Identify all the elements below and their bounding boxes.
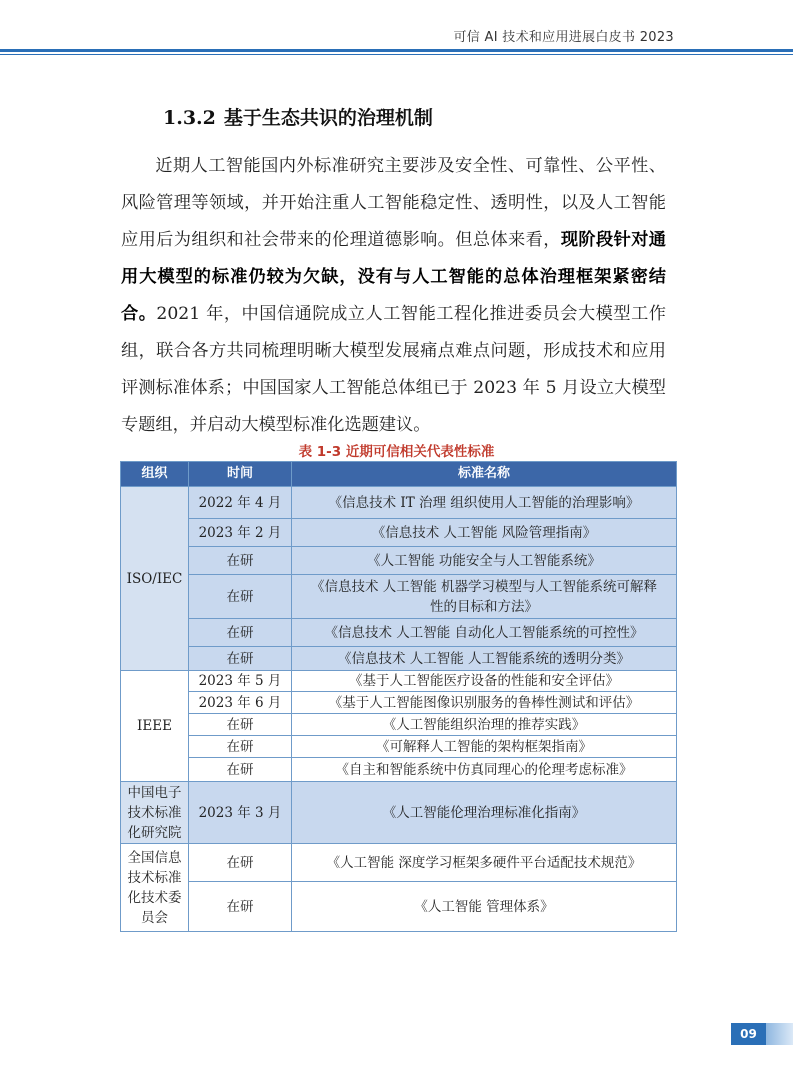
table-row bbox=[121, 547, 677, 575]
running-header-title: 可信 AI 技术和应用进展白皮书 2023 bbox=[453, 30, 674, 45]
time-cell: 在研 bbox=[189, 758, 292, 782]
section-heading bbox=[163, 103, 433, 130]
table-row bbox=[121, 619, 677, 647]
name-cell: 《自主和智能系统中仿真同理心的伦理考虑标准》 bbox=[292, 758, 677, 782]
name-cell: 《信息技术 IT 治理 组织使用人工智能的治理影响》 bbox=[292, 487, 677, 519]
paragraph-part-2: 2021 年，中国信通院成立人工智能工程化推进委员会大模型工作组，联合各方共同梳理明晰大模型发展痛点难点问题，形成技术和应用评测标准体系；中国国家人工智能总体组已于 2023 年 5 月设立大模型专题组，并启动大模型标准化选题建议。 bbox=[121, 304, 666, 435]
time-cell: 2023 年 6 月 bbox=[189, 692, 292, 714]
time-cell: 在研 bbox=[189, 714, 292, 736]
page-number-bar bbox=[766, 1023, 793, 1045]
header-name: 标准名称 bbox=[292, 462, 677, 487]
time-cell: 在研 bbox=[189, 619, 292, 647]
name-cell: 《人工智能 深度学习框架多硬件平台适配技术规范》 bbox=[292, 844, 677, 882]
org-cell: 全国信息技术标准化技术委员会 bbox=[121, 844, 189, 932]
name-cell: 《可解释人工智能的架构框架指南》 bbox=[292, 736, 677, 758]
name-cell: 《信息技术 人工智能 风险管理指南》 bbox=[292, 519, 677, 547]
time-cell: 在研 bbox=[189, 647, 292, 671]
table-row bbox=[121, 714, 677, 736]
standards-table bbox=[120, 461, 677, 932]
section-number: 1.3.2 bbox=[163, 107, 216, 129]
name-cell: 《基于人工智能医疗设备的性能和安全评估》 bbox=[292, 671, 677, 692]
time-cell: 在研 bbox=[189, 844, 292, 882]
org-cell: 中国电子技术标准化研究院 bbox=[121, 782, 189, 844]
table-row bbox=[121, 758, 677, 782]
org-cell: IEEE bbox=[121, 671, 189, 782]
name-cell: 《信息技术 人工智能 机器学习模型与人工智能系统可解释性的目标和方法》 bbox=[292, 575, 677, 619]
org-cell: ISO/IEC bbox=[121, 487, 189, 671]
time-cell: 2023 年 2 月 bbox=[189, 519, 292, 547]
body-paragraph bbox=[121, 148, 666, 444]
header-rule bbox=[0, 49, 793, 52]
table-row bbox=[121, 519, 677, 547]
name-cell: 《人工智能 功能安全与人工智能系统》 bbox=[292, 547, 677, 575]
paragraph-part-1: 近期人工智能国内外标准研究主要涉及安全性、可靠性、公平性、风险管理等领域，并开始注重人工智能稳定性、透明性，以及人工智能应用后为组织和社会带来的伦理道德影响。但总体来看， bbox=[121, 156, 666, 250]
time-cell: 2022 年 4 月 bbox=[189, 487, 292, 519]
table-row bbox=[121, 882, 677, 932]
table-row bbox=[121, 736, 677, 758]
table-row bbox=[121, 692, 677, 714]
page-number: 09 bbox=[731, 1023, 766, 1045]
time-cell: 在研 bbox=[189, 575, 292, 619]
header-time: 时间 bbox=[189, 462, 292, 487]
name-cell: 《信息技术 人工智能 自动化人工智能系统的可控性》 bbox=[292, 619, 677, 647]
header-rule-thin bbox=[0, 54, 793, 55]
time-cell: 2023 年 3 月 bbox=[189, 782, 292, 844]
name-cell: 《基于人工智能图像识别服务的鲁棒性测试和评估》 bbox=[292, 692, 677, 714]
header-org: 组织 bbox=[121, 462, 189, 487]
table-row bbox=[121, 844, 677, 882]
section-title: 基于生态共识的治理机制 bbox=[223, 107, 433, 129]
name-cell: 《人工智能 管理体系》 bbox=[292, 882, 677, 932]
paragraph-bold: 现阶段针对通用大模型的标准仍较为欠缺，没有与人工智能的总体治理框架紧密结合。 bbox=[121, 230, 666, 324]
table-caption: 表 1-3 近期可信相关代表性标准 bbox=[298, 444, 495, 460]
time-cell: 2023 年 5 月 bbox=[189, 671, 292, 692]
name-cell: 《信息技术 人工智能 人工智能系统的透明分类》 bbox=[292, 647, 677, 671]
name-cell: 《人工智能组织治理的推荐实践》 bbox=[292, 714, 677, 736]
time-cell: 在研 bbox=[189, 736, 292, 758]
table-row bbox=[121, 671, 677, 692]
table-row bbox=[121, 782, 677, 844]
table-row bbox=[121, 575, 677, 619]
table-header-row bbox=[121, 462, 677, 487]
time-cell: 在研 bbox=[189, 882, 292, 932]
name-cell: 《人工智能伦理治理标准化指南》 bbox=[292, 782, 677, 844]
time-cell: 在研 bbox=[189, 547, 292, 575]
table-row bbox=[121, 487, 677, 519]
table-row bbox=[121, 647, 677, 671]
